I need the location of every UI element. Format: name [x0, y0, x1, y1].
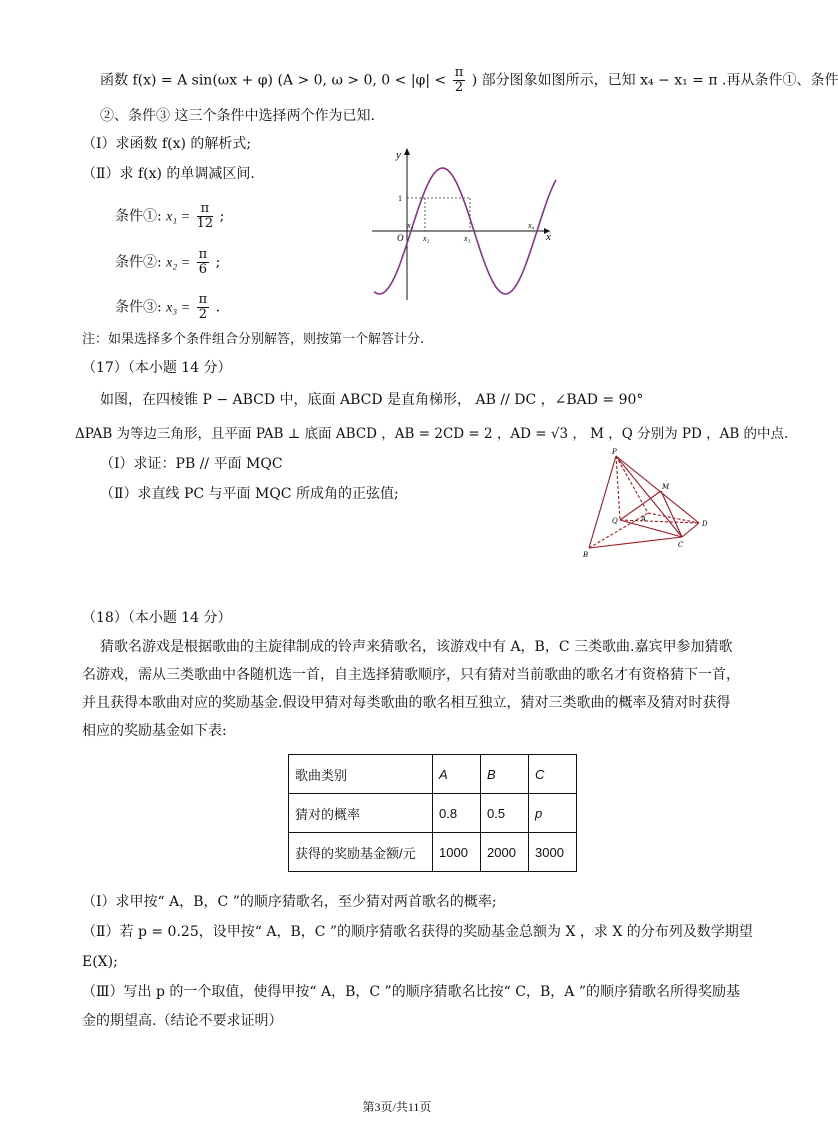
table-row — [289, 755, 577, 794]
label-M: M — [662, 483, 670, 491]
q16-condition-2: 条件②: x₂ = $\frac{\pi}{6}$ ; — [115, 247, 221, 277]
q16-part1: （Ⅰ）求函数 f(x) 的解析式; — [82, 136, 252, 152]
pyramid-edges — [589, 456, 699, 548]
edge-PD — [616, 456, 699, 523]
graph-x1-label: x₁ — [407, 221, 414, 230]
q18-part3-line2: 金的期望高.（结论不要求证明） — [82, 1013, 283, 1029]
q18-para-line3: 并且获得本歌曲对应的奖励基金.假设甲猜对每类歌曲的歌名相互独立，猜对三类歌曲的概率及猜对时获得 — [82, 695, 731, 711]
table-row — [289, 833, 577, 872]
graph-x3-label: x₃ — [464, 234, 471, 243]
edge-PQ — [616, 456, 620, 520]
edge-PC — [616, 456, 682, 537]
label-D: D — [702, 520, 708, 528]
label-A: A — [641, 515, 647, 523]
graph-one-label: 1 — [398, 194, 402, 203]
q16-pi-over-2: $\frac{\pi}{2}$ — [454, 65, 464, 95]
edge-QD — [620, 520, 699, 523]
q18-para-line1: 猜歌名游戏是根据歌曲的主旋律制成的铃声来猜歌名，该游戏中有 A，B，C 三类歌曲.嘉宾甲参加猜歌 — [100, 639, 733, 655]
table-cell: 0.5 — [481, 794, 529, 833]
label-Q: Q — [612, 517, 618, 525]
page-footer: 第3页/共11页 — [362, 1100, 432, 1114]
label-P: P — [612, 448, 617, 456]
label-C: C — [678, 541, 684, 549]
sine-graph — [360, 140, 570, 310]
graph-origin-label: O — [397, 233, 404, 243]
q17-part2: （Ⅱ）求直线 PC 与平面 MQC 所成角的正弦值; — [100, 486, 399, 502]
q16-condition-1: 条件①: x₁ = $\frac{\pi}{12}$ ; — [115, 201, 225, 231]
q17-line1: 如图，在四棱锥 P − ABCD 中，底面 ABCD 是直角梯形， AB // DC ，∠BAD = 90° — [100, 392, 644, 408]
q17-header: （17）（本小题 14 分） — [82, 360, 232, 376]
q18-part1: （Ⅰ）求甲按“ A，B，C ”的顺序猜歌名，至少猜对两首歌名的概率; — [82, 894, 497, 910]
label-B: B — [583, 551, 589, 559]
q16-intro-line2: ②、条件③ 这三个条件中选择两个作为已知. — [100, 108, 375, 124]
q16-note: 注：如果选择多个条件组合分别解答，则按第一个解答计分. — [82, 332, 425, 347]
q18-part2-line1: （Ⅱ）若 p = 0.25，设甲按“ A，B，C ”的顺序猜歌名获得的奖励基金总额为 X ，求 X 的分布列及数学期望 — [82, 924, 753, 940]
q16-condition-3: 条件③: x₃ = $\frac{\pi}{2}$ . — [115, 292, 221, 322]
edge-MC — [661, 491, 682, 537]
q18-part2-line2: E(X); — [82, 954, 118, 970]
table-cell: B — [481, 755, 529, 794]
table-cell: A — [433, 755, 481, 794]
table-cell: p — [529, 794, 577, 833]
song-table — [288, 754, 577, 872]
table-cell: 0.8 — [433, 794, 481, 833]
graph-x-label: x — [546, 231, 551, 243]
q17-part1: （Ⅰ）求证：PB // 平面 MQC — [100, 456, 283, 472]
q16-intro-text-a: 函数 f(x) = A sin(ωx + φ) (A > 0, ω > 0, 0 < |φ| < — [100, 72, 447, 89]
q18-part3-line1: （Ⅲ）写出 p 的一个取值，使得甲按“ A，B，C ”的顺序猜歌名比按“ C，B，A ”的顺序猜歌名所得奖励基 — [82, 984, 741, 1000]
q18-para-line4: 相应的奖励基金如下表: — [82, 723, 227, 739]
q17-line2: ΔPAB 为等边三角形，且平面 PAB ⊥ 底面 ABCD ，AB = 2CD = 2 ，AD = √3 ， M ，Q 分别为 PD ，AB 的中点. — [75, 426, 789, 442]
q16-intro-line1 — [100, 66, 838, 95]
table-cell: 1000 — [433, 833, 481, 872]
table-cell: C — [529, 755, 577, 794]
graph-y-label: y — [396, 149, 401, 161]
y-axis-arrow — [404, 148, 410, 155]
table-cell: 3000 — [529, 833, 577, 872]
q16-part2: （Ⅱ）求 f(x) 的单调减区间. — [82, 166, 255, 182]
edge-PA — [616, 456, 648, 513]
table-cell: 2000 — [481, 833, 529, 872]
graph-x4-label: x₄ — [528, 221, 535, 230]
q16-intro-text-b: ) 部分图象如图所示，已知 x₄ − x₁ = π .再从条件①、条件 — [471, 72, 838, 89]
pyramid-figure — [578, 446, 713, 560]
table-cell: 歌曲类别 — [289, 755, 433, 794]
q18-para-line2: 名游戏，需从三类歌曲中各随机选一首，自主选择猜歌顺序，只有猜对当前歌曲的歌名才有资格猜下一首， — [82, 667, 740, 683]
q18-header: （18）（本小题 14 分） — [82, 610, 232, 626]
edge-BC — [589, 537, 682, 548]
table-row — [289, 794, 577, 833]
table-cell: 获得的奖励基金额/元 — [289, 833, 433, 872]
edge-CD — [682, 523, 699, 537]
table-cell: 猜对的概率 — [289, 794, 433, 833]
graph-x2-label: x₂ — [423, 234, 430, 243]
